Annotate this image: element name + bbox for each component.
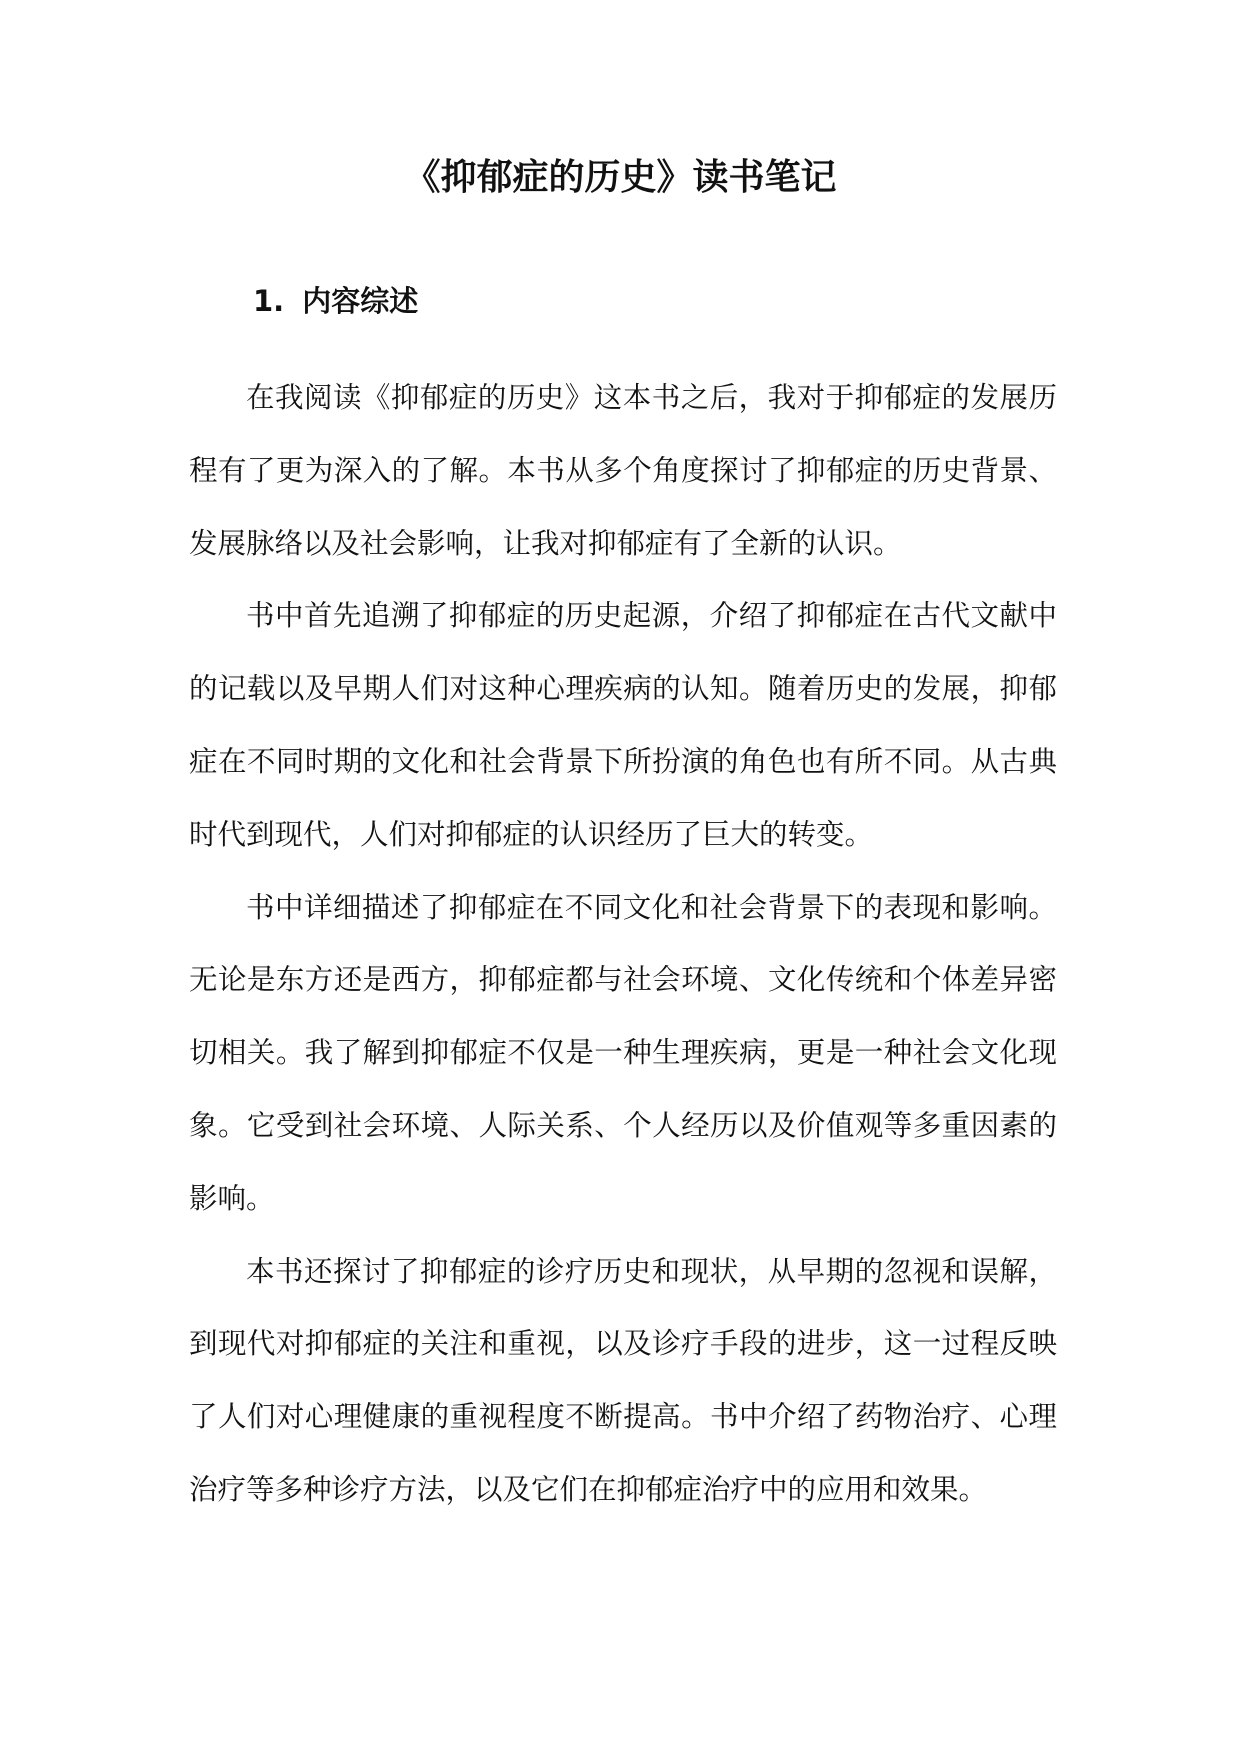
section-heading-text: 内容综述 bbox=[302, 284, 419, 318]
document-title: 《抑郁症的历史》读书笔记 bbox=[404, 157, 837, 198]
paragraph: 书中详细描述了抑郁症在不同文化和社会背景下的表现和影响。无论是东方还是西方，抑郁症都与社会环境、文化传统和个体差异密切相关。我了解到抑郁症不仅是一种生理疾病，更是一种社会文化现象。它受到社会环境、人际关系、个人经历以及价值观等多重因素的影响。 bbox=[189, 890, 1057, 1215]
paragraph: 书中首先追溯了抑郁症的历史起源，介绍了抑郁症在古代文献中的记载以及早期人们对这种心理疾病的认知。随着历史的发展，抑郁症在不同时期的文化和社会背景下所扮演的角色也有所不同。从古典时代到现代，人们对抑郁症的认识经历了巨大的转变。 bbox=[189, 599, 1057, 851]
paragraph: 在我阅读《抑郁症的历史》这本书之后，我对于抑郁症的发展历程有了更为深入的了解。本书从多个角度探讨了抑郁症的历史背景、发展脉络以及社会影响，让我对抑郁症有了全新的认识。 bbox=[189, 381, 1057, 560]
body-text bbox=[189, 362, 1057, 1527]
section-number: 1. bbox=[253, 284, 285, 318]
paragraph: 本书还探讨了抑郁症的诊疗历史和现状，从早期的忽视和误解，到现代对抑郁症的关注和重视，以及诊疗手段的进步，这一过程反映了人们对心理健康的重视程度不断提高。书中介绍了药物治疗、心理治疗等多种诊疗方法，以及它们在抑郁症治疗中的应用和效果。 bbox=[189, 1254, 1057, 1506]
section-heading bbox=[253, 279, 418, 323]
